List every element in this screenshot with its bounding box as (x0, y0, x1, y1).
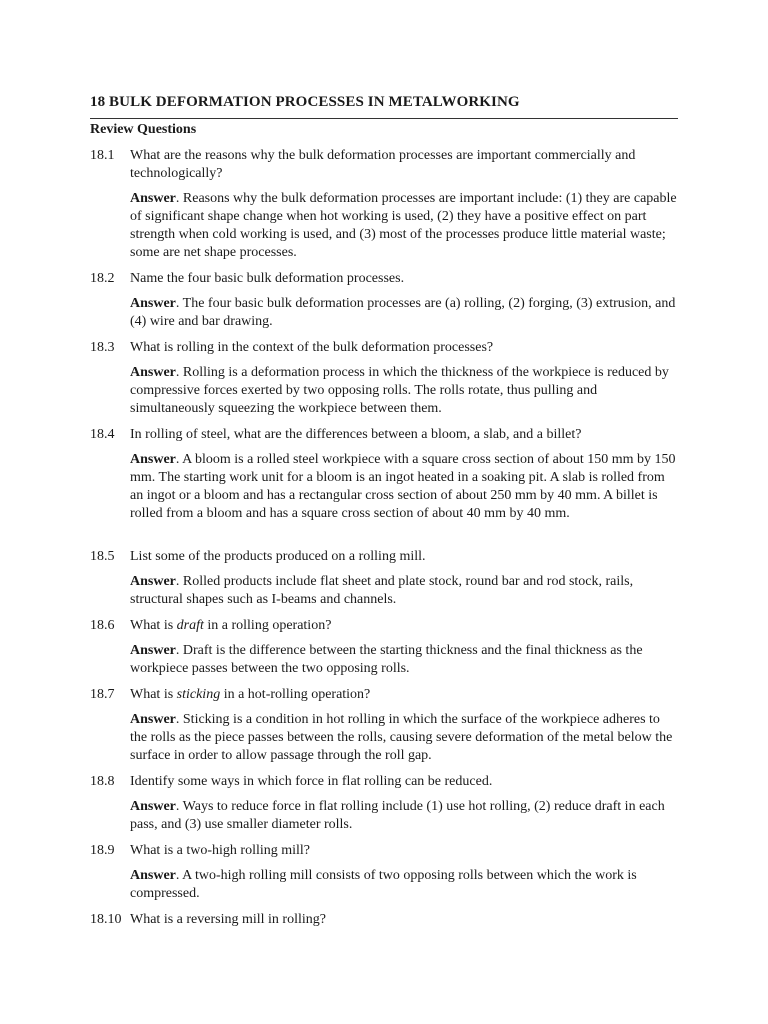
answer (90, 642, 680, 678)
answer (90, 364, 680, 418)
review-item (90, 548, 680, 609)
question-number: 18.4 (90, 427, 115, 442)
review-item (90, 339, 680, 418)
answer (90, 867, 680, 903)
review-item (90, 773, 680, 834)
answer-label: Answer (130, 712, 176, 727)
answer-label: Answer (130, 191, 176, 206)
question-term: sticking (176, 687, 221, 702)
question (90, 339, 680, 357)
question-text: Name the four basic bulk deformation processes. (130, 271, 405, 286)
answer-label: Answer (130, 868, 176, 883)
answer-text: . A two-high rolling mill consists of two opposing rolls between which the work is compressed. (130, 868, 637, 901)
question-text: What are the reasons why the bulk deformation processes are important commercially and technologically? (130, 148, 636, 181)
answer-text: . A bloom is a rolled steel workpiece with a square cross section of about 150 mm by 150 mm. The starting work unit for a bloom is an ingot heated in a soaking pit. A slab is rolled from an ingot or a bloom and has a rectangular cross section of about 250 mm by 40 mm. A billet is rolled from a bloom and has a square cross section of about 40 mm by 40 mm. (130, 452, 676, 521)
answer-text: . Rolling is a deformation process in which the thickness of the workpiece is reduced by compressive forces exerted by two opposing rolls. The rolls rotate, thus pulling and simultaneously squeezing the workpiece between them. (130, 365, 669, 416)
question-number: 18.1 (90, 148, 115, 163)
question-number: 18.6 (90, 618, 115, 633)
answer-label: Answer (130, 452, 176, 467)
review-item (90, 426, 680, 523)
review-item (90, 147, 680, 262)
question (90, 548, 680, 566)
answer-text: . Rolled products include flat sheet and plate stock, round bar and rod stock, rails, structural shapes such as I-beams and channels. (130, 574, 634, 607)
review-item (90, 911, 680, 929)
question-text: What is sticking in a hot-rolling operation? (130, 687, 371, 702)
answer (90, 573, 680, 609)
question (90, 270, 680, 288)
question-number: 18.10 (90, 912, 122, 927)
question (90, 617, 680, 635)
question-number: 18.2 (90, 271, 115, 286)
question-text: What is draft in a rolling operation? (130, 618, 332, 633)
answer (90, 451, 680, 523)
question-text: In rolling of steel, what are the differences between a bloom, a slab, and a billet? (130, 427, 582, 442)
question-text: Identify some ways in which force in flat rolling can be reduced. (130, 774, 493, 789)
answer-label: Answer (130, 799, 176, 814)
answer (90, 295, 680, 331)
answer-text: . The four basic bulk deformation processes are (a) rolling, (2) forging, (3) extrusion, and (4) wire and bar drawing. (130, 296, 676, 329)
review-item (90, 617, 680, 678)
title-divider (90, 118, 678, 119)
answer (90, 711, 680, 765)
answer-label: Answer (130, 643, 176, 658)
answer-text: . Draft is the difference between the starting thickness and the final thickness as the workpiece passes between the two opposing rolls. (130, 643, 643, 676)
question-text: What is a reversing mill in rolling? (130, 912, 326, 927)
question (90, 426, 680, 444)
answer-text: . Reasons why the bulk deformation processes are important include: (1) they are capable of significant shape change when hot working is used, (2) they have a positive effect on part strength when cold working is used, and (3) most of the processes produce little material waste; some are net shape processes. (130, 191, 677, 260)
question-text: What is a two-high rolling mill? (130, 843, 311, 858)
question (90, 773, 680, 791)
answer (90, 190, 680, 262)
answer-text: . Ways to reduce force in flat rolling include (1) use hot rolling, (2) reduce draft in each pass, and (3) use smaller diameter rolls. (130, 799, 665, 832)
question (90, 686, 680, 704)
answer-label: Answer (130, 296, 176, 311)
answer-label: Answer (130, 574, 176, 589)
answer (90, 798, 680, 834)
question (90, 911, 680, 929)
section-title: Review Questions (90, 122, 197, 137)
question-number: 18.9 (90, 843, 115, 858)
review-item (90, 842, 680, 903)
review-item (90, 270, 680, 331)
answer-label: Answer (130, 365, 176, 380)
question-number: 18.3 (90, 340, 115, 355)
review-item (90, 686, 680, 765)
question-number: 18.7 (90, 687, 115, 702)
question-number: 18.8 (90, 774, 115, 789)
question-number: 18.5 (90, 549, 115, 564)
question-text: What is rolling in the context of the bulk deformation processes? (130, 340, 494, 355)
chapter-title: 18 BULK DEFORMATION PROCESSES IN METALWORKING (90, 94, 520, 110)
question (90, 147, 680, 183)
question-text: List some of the products produced on a rolling mill. (130, 549, 426, 564)
answer-text: . Sticking is a condition in hot rolling in which the surface of the workpiece adheres to the rolls as the piece passes between the rolls, causing severe deformation of the metal below the surface in order to allow passage through the roll gap. (130, 712, 673, 763)
question-term: draft (176, 618, 204, 633)
question (90, 842, 680, 860)
